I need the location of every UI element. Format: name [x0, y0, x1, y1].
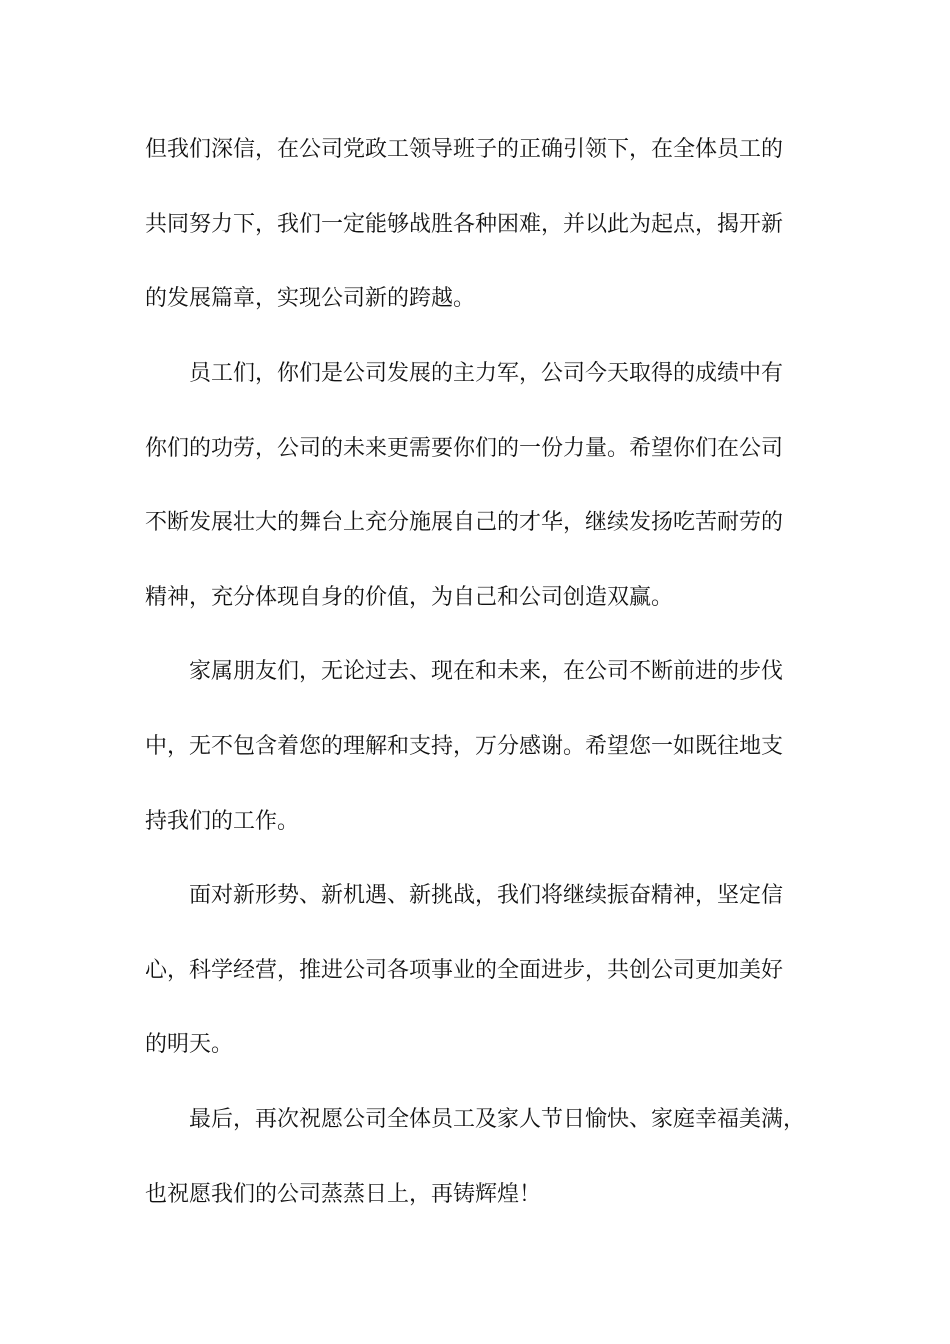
- text-line: 也祝愿我们的公司蒸蒸日上，再铸辉煌！: [145, 1182, 542, 1207]
- paragraph-first-line: 最后，再次祝愿公司全体员工及家人节日愉快、家庭幸福美满，: [189, 1107, 806, 1132]
- text-line: 你们的功劳，公司的未来更需要你们的一份力量。希望你们在公司: [145, 436, 784, 461]
- paragraph-first-line: 员工们，你们是公司发展的主力军，公司今天取得的成绩中有: [189, 361, 784, 386]
- text-line: 中，无不包含着您的理解和支持，万分感谢。希望您一如既往地支: [145, 734, 784, 759]
- text-line: 精神，充分体现自身的价值，为自己和公司创造双赢。: [145, 585, 674, 610]
- text-line: 的发展篇章，实现公司新的跨越。: [145, 286, 476, 311]
- text-line: 共同努力下，我们一定能够战胜各种困难，并以此为起点，揭开新: [145, 212, 784, 237]
- text-line: 的明天。: [145, 1032, 234, 1057]
- text-line: 不断发展壮大的舞台上充分施展自己的才华，继续发扬吃苦耐劳的: [145, 510, 784, 535]
- text-line: 心，科学经营，推进公司各项事业的全面进步，共创公司更加美好: [145, 958, 784, 983]
- paragraph-first-line: 面对新形势、新机遇、新挑战，我们将继续振奋精神，坚定信: [189, 883, 784, 908]
- text-line: 持我们的工作。: [145, 809, 300, 834]
- paragraph-first-line: 家属朋友们，无论过去、现在和未来，在公司不断前进的步伐: [189, 659, 784, 684]
- text-line: 但我们深信，在公司党政工领导班子的正确引领下，在全体员工的: [145, 137, 784, 162]
